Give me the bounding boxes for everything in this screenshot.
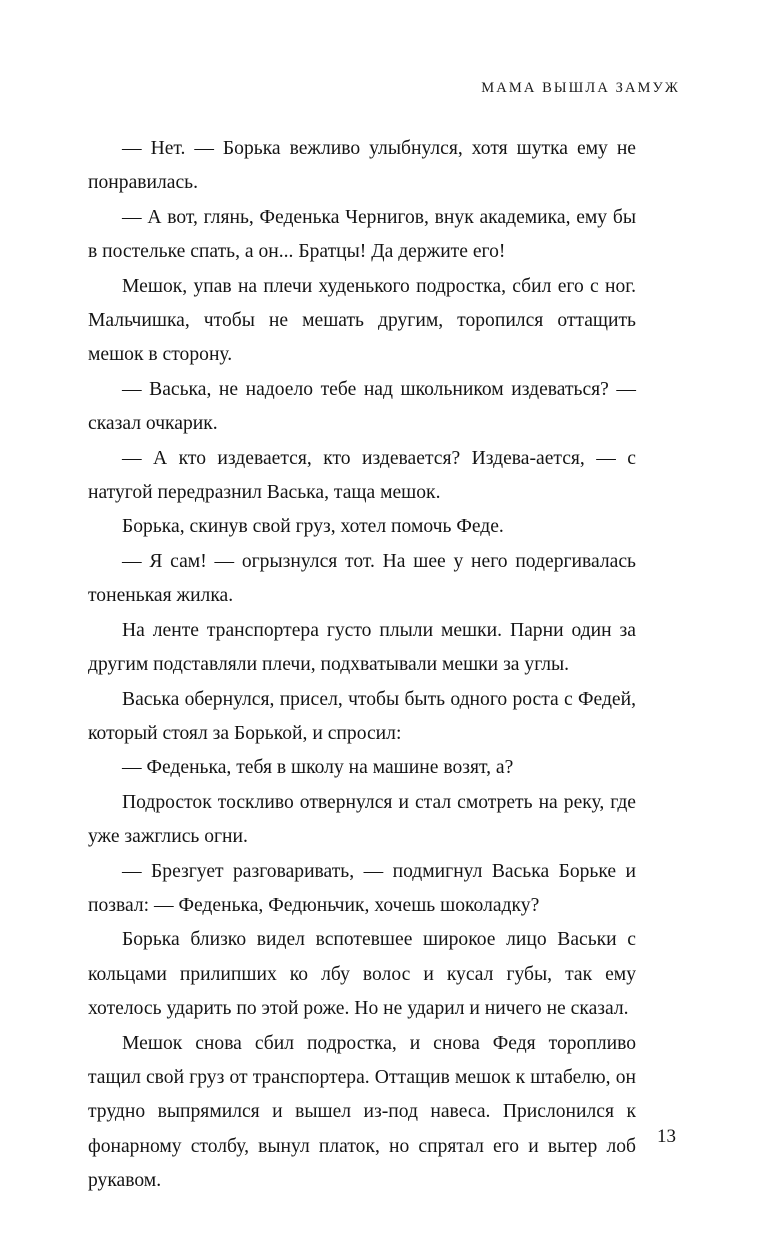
paragraph: Борька, скинув свой груз, хотел помочь Феде. <box>122 516 504 538</box>
paragraph: — Брезгует разговаривать, — подмигнул Васька Борьке и позвал: — Феденька, Федюньчик, хочешь шоколадку? <box>88 860 636 916</box>
paragraph: — Васька, не надоело тебе над школьником издеваться? — сказал очкарик. <box>88 378 636 435</box>
page-number: 13 <box>657 1126 676 1147</box>
body-text <box>88 132 636 1199</box>
paragraph: — Феденька, тебя в школу на машине возят, а? <box>122 757 514 779</box>
paragraph: — Нет. — Борька вежливо улыбнулся, хотя шутка ему не понравилась. <box>88 138 636 194</box>
paragraph: — А вот, глянь, Феденька Чернигов, внук академика, ему бы в постельке спать, а он... Братцы! Да держите его! <box>88 206 636 263</box>
paragraph: Мешок, упав на плечи худенького подростка, сбил его с ног. Мальчишка, чтобы не мешать другим, торопился оттащить мешок в сторону. <box>88 275 636 366</box>
paragraph: Васька обернулся, присел, чтобы быть одного роста с Федей, который стоял за Борькой, и спросил: <box>88 688 636 744</box>
paragraph: Мешок снова сбил подростка, и снова Федя торопливо тащил свой груз от транспортера. Оттащив мешок к штабелю, он трудно выпрямился и вышел из-под навеса. Прислонился к фонарному столбу, вынул платок, но спрятал его и вытер лоб рукавом. <box>88 1032 636 1192</box>
running-head: МАМА ВЫШЛА ЗАМУЖ <box>481 80 680 96</box>
paragraph: — Я сам! — огрызнулся тот. На шее у него подергивалась тоненькая жилка. <box>88 550 636 607</box>
paragraph: Подросток тоскливо отвернулся и стал смотреть на реку, где уже зажглись огни. <box>88 791 636 848</box>
paragraph: — А кто издевается, кто издевается? Издева-ается, — с натугой передразнил Васька, таща мешок. <box>88 447 636 504</box>
paragraph: На ленте транспортера густо плыли мешки. Парни один за другим подставляли плечи, подхватывали мешки за углы. <box>88 619 636 676</box>
paragraph: Борька близко видел вспотевшее широкое лицо Васьки с кольцами прилипших ко лбу волос и кусал губы, так ему хотелось ударить по этой роже. Но не ударил и ничего не сказал. <box>88 929 636 1020</box>
